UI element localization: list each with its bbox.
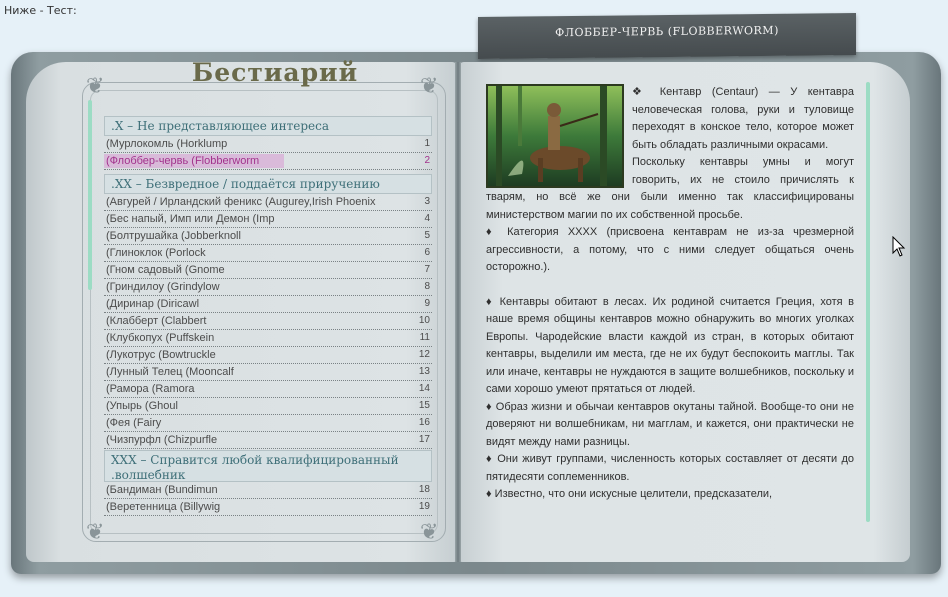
corner-ornament-icon: ❦ bbox=[420, 74, 439, 99]
article-title: ФЛОББЕР-ЧЕРВЬ (FLOBBERWORM) bbox=[555, 23, 779, 40]
mouse-pointer-icon bbox=[892, 236, 906, 258]
toc-item[interactable]: (Упырь (Ghoul 15 bbox=[104, 398, 432, 415]
corner-ornament-icon: ❦ bbox=[86, 74, 105, 99]
toc-item-active[interactable]: (Флоббер-червь (Flobberworm 2 bbox=[104, 153, 432, 170]
article-paragraph: Поскольку кентавры умны и могут говорить, их не стоило причислять к тварям, но всё же они были именно так классифицированы министерством магии по их собственной просьбе. bbox=[486, 156, 854, 221]
toc-item[interactable]: (Гриндилоу (Grindylow 8 bbox=[104, 279, 432, 296]
toc-item[interactable]: (Болтрушайка (Jobberknoll 5 bbox=[104, 228, 432, 245]
toc-item[interactable]: (Рамора (Ramora 14 bbox=[104, 381, 432, 398]
corner-ornament-icon: ❦ bbox=[86, 520, 105, 545]
toc-item[interactable]: (Чизпурфл (Chizpurfle 17 bbox=[104, 432, 432, 449]
article-paragraph: ♦ Известно, что они искусные целители, предсказатели, bbox=[486, 488, 773, 500]
corner-ornament-icon: ❦ bbox=[420, 520, 439, 545]
toc-item[interactable]: (Бандиман (Bundimun 18 bbox=[104, 482, 432, 499]
toc-section-header: XXX – Справится любой квалифицированный .волшебник bbox=[104, 450, 432, 482]
toc-item[interactable]: (Клубкопух (Puffskein 11 bbox=[104, 330, 432, 347]
centaur-image bbox=[486, 84, 624, 188]
book-spine bbox=[455, 62, 461, 562]
article-paragraph: ♦ Категория XXXX (присвоена кентаврам не из-за чрезмерной агрессивности, а потому, что с ними следует общаться очень осторожно.). bbox=[486, 226, 854, 273]
toc-section bbox=[104, 450, 432, 516]
book-title: Бестиарий bbox=[191, 58, 359, 87]
article-paragraph: ♦ Они живут группами, численность которых составляет от десяти до пятидесяти соплеменников. bbox=[486, 453, 854, 483]
article-paragraph bbox=[486, 277, 854, 294]
toc-item[interactable]: (Лукотрус (Bowtruckle 12 bbox=[104, 347, 432, 364]
article-paragraph: ♦ Кентавры обитают в лесах. Их родиной считается Греция, хотя в наше время общины кентавров можно обнаружить во многих уголках Европы. Чародейские власти каждой из стран, в которых обитают кентавры, выделили им места, где не их будут беспокоить магглы. Так или иначе, кентавры не нуждаются в защите волшебников, поскольку и сами хорошо умеют прятаться от людей. bbox=[486, 295, 854, 395]
toc-item[interactable]: (Фея (Fairy 16 bbox=[104, 415, 432, 432]
toc-item[interactable]: (Клабберт (Clabbert 10 bbox=[104, 313, 432, 330]
toc-item[interactable]: (Лунный Телец (Mooncalf 13 bbox=[104, 364, 432, 381]
toc-section-header: .XX – Безвредное / поддаётся приручению bbox=[104, 174, 432, 194]
toc-section bbox=[104, 116, 432, 170]
toc-item[interactable]: (Гном садовый (Gnome 7 bbox=[104, 262, 432, 279]
toc-item[interactable]: (Веретенница (Billywig 19 bbox=[104, 499, 432, 516]
toc-item[interactable]: (Авгурей / Ирландский феникс (Augurey,Irish Phoenix 3 bbox=[104, 194, 432, 211]
toc-section bbox=[104, 174, 432, 449]
caption-text: Ниже - Тест: bbox=[4, 4, 77, 17]
article-paragraph: ♦ Образ жизни и обычаи кентавров окутаны тайной. Вообще-то они не доверяют ни волшебникам, ни магглам, и кажется, они практически не видят между нами разницы. bbox=[486, 400, 854, 448]
article-title-tab bbox=[478, 13, 856, 59]
toc-section-header: .X – Не представляющее интереса bbox=[104, 116, 432, 136]
toc-item[interactable]: (Мурлокомль (Horklump 1 bbox=[104, 136, 432, 153]
article-paragraph: ❖ Кентавр (Centaur) — У кентавра человеческая голова, руки и туловище переходят в конское тело, которое может быть обладать различными окрасами. bbox=[632, 86, 854, 151]
left-scrollbar[interactable] bbox=[88, 100, 92, 290]
right-scrollbar[interactable] bbox=[866, 82, 870, 522]
toc-item[interactable]: (Бес напый, Имп или Демон (Imp 4 bbox=[104, 211, 432, 228]
toc-item[interactable]: (Диринар (Diricawl 9 bbox=[104, 296, 432, 313]
toc-item[interactable]: (Глиноклок (Porlock 6 bbox=[104, 245, 432, 262]
